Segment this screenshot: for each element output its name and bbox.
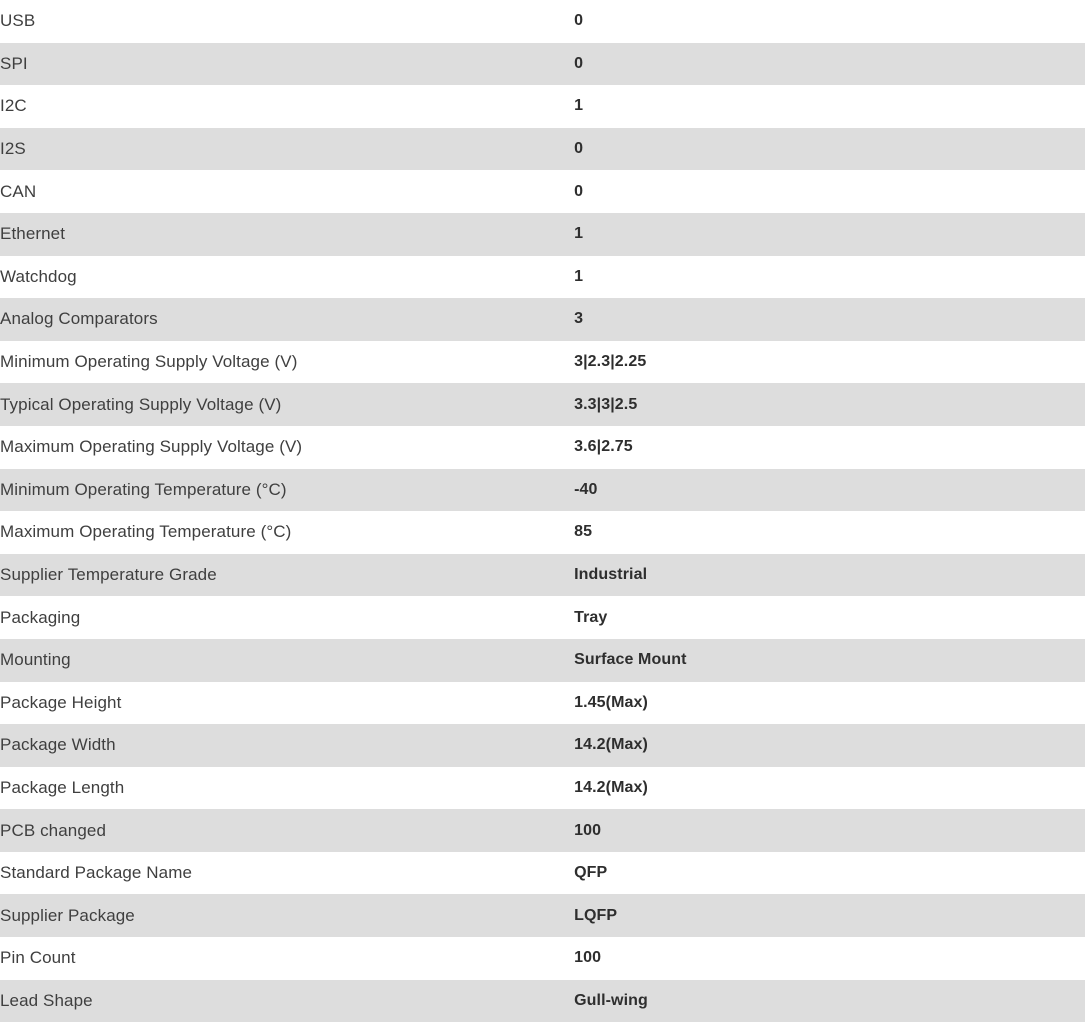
parameter-value <box>546 554 1085 597</box>
parameter-value <box>546 256 1085 299</box>
parameter-value <box>546 341 1085 384</box>
parameter-value <box>546 809 1085 852</box>
parameter-value-text: Tray <box>574 608 608 626</box>
table-row <box>0 298 1085 341</box>
parameter-value-text: 3 <box>574 310 584 328</box>
parameter-label: I2C <box>0 96 27 116</box>
parameter-label: Pin Count <box>0 948 76 968</box>
parameter-value <box>546 894 1085 937</box>
parameter-value-text: LQFP <box>574 906 618 924</box>
parameter-value <box>546 682 1085 725</box>
parameter-label: Maximum Operating Supply Voltage (V) <box>0 437 303 457</box>
parameter-value <box>546 43 1085 86</box>
table-row <box>0 426 1085 469</box>
parameter-label: Minimum Operating Temperature (°C) <box>0 479 287 499</box>
table-row <box>0 341 1085 384</box>
table-row <box>0 937 1085 980</box>
parameter-value <box>546 0 1085 43</box>
parameter-value <box>546 852 1085 895</box>
table-row <box>0 596 1085 639</box>
table-row <box>0 43 1085 86</box>
table-row <box>0 213 1085 256</box>
parameter-label: Package Width <box>0 735 116 755</box>
parameter-value-text: 0 <box>574 140 584 158</box>
parameter-value-text: 1.45(Max) <box>574 693 648 711</box>
table-row <box>0 554 1085 597</box>
parameter-value <box>546 639 1085 682</box>
table-row <box>0 724 1085 767</box>
parameter-value-text: 1 <box>574 267 584 285</box>
parameter-value-text: 0 <box>574 12 584 30</box>
parameter-label: Package Height <box>0 692 122 712</box>
parameter-value-text: Industrial <box>574 566 648 584</box>
table-row <box>0 256 1085 299</box>
table-row <box>0 809 1085 852</box>
parameter-label: Supplier Package <box>0 905 135 925</box>
parameter-value-text: 1 <box>574 225 584 243</box>
parameter-label: Typical Operating Supply Voltage (V) <box>0 394 282 414</box>
parameter-label: Analog Comparators <box>0 309 158 329</box>
table-row <box>0 469 1085 512</box>
parameter-value <box>546 383 1085 426</box>
parameter-label: PCB changed <box>0 820 107 840</box>
parameter-label: Ethernet <box>0 224 66 244</box>
parameter-value-text: 0 <box>574 182 584 200</box>
parameter-label: Watchdog <box>0 266 77 286</box>
table-row <box>0 0 1085 43</box>
parameter-label: Packaging <box>0 607 81 627</box>
parameter-value <box>546 767 1085 810</box>
parameter-label: CAN <box>0 181 37 201</box>
parameter-value <box>546 511 1085 554</box>
parameter-value-text: Surface Mount <box>574 651 687 669</box>
parameter-value <box>546 426 1085 469</box>
parameter-value <box>546 980 1085 1022</box>
parameter-value <box>546 469 1085 512</box>
parameter-value <box>546 213 1085 256</box>
parameter-value <box>546 85 1085 128</box>
table-row <box>0 170 1085 213</box>
parameter-value-text: 100 <box>574 821 602 839</box>
parameter-label: I2S <box>0 139 26 159</box>
table-row <box>0 511 1085 554</box>
table-row <box>0 682 1085 725</box>
parameter-label: USB <box>0 11 36 31</box>
parameter-value-text: 14.2(Max) <box>574 778 648 796</box>
parameter-value-text: 85 <box>574 523 593 541</box>
parameter-value-text: 1 <box>574 97 584 115</box>
parameter-value-text: Gull-wing <box>574 991 648 1009</box>
parameter-value-text: 100 <box>574 949 602 967</box>
parameter-label: SPI <box>0 53 28 73</box>
parameter-value <box>546 724 1085 767</box>
parameter-value <box>546 298 1085 341</box>
table-row <box>0 894 1085 937</box>
parameter-value <box>546 170 1085 213</box>
parameter-label: Standard Package Name <box>0 863 193 883</box>
parameter-value <box>546 937 1085 980</box>
parameter-value <box>546 128 1085 171</box>
table-row <box>0 980 1085 1022</box>
table-row <box>0 128 1085 171</box>
parameter-label: Package Length <box>0 777 125 797</box>
parameter-value-text: 0 <box>574 54 584 72</box>
parameter-value-text: 3.3|3|2.5 <box>574 395 638 413</box>
parameter-label: Minimum Operating Supply Voltage (V) <box>0 352 298 372</box>
parameter-label: Supplier Temperature Grade <box>0 565 217 585</box>
parameter-label: Mounting <box>0 650 71 670</box>
parameter-value-text: QFP <box>574 864 608 882</box>
parameter-label: Maximum Operating Temperature (°C) <box>0 522 292 542</box>
table-row <box>0 639 1085 682</box>
table-row <box>0 767 1085 810</box>
parameter-value-text: -40 <box>574 480 598 498</box>
table-row <box>0 383 1085 426</box>
parameter-value-text: 14.2(Max) <box>574 736 648 754</box>
parameter-label: Lead Shape <box>0 990 93 1010</box>
parameter-value-text: 3|2.3|2.25 <box>574 353 647 371</box>
parameter-value <box>546 596 1085 639</box>
parameter-value-text: 3.6|2.75 <box>574 438 633 456</box>
table-row <box>0 852 1085 895</box>
table-row <box>0 85 1085 128</box>
